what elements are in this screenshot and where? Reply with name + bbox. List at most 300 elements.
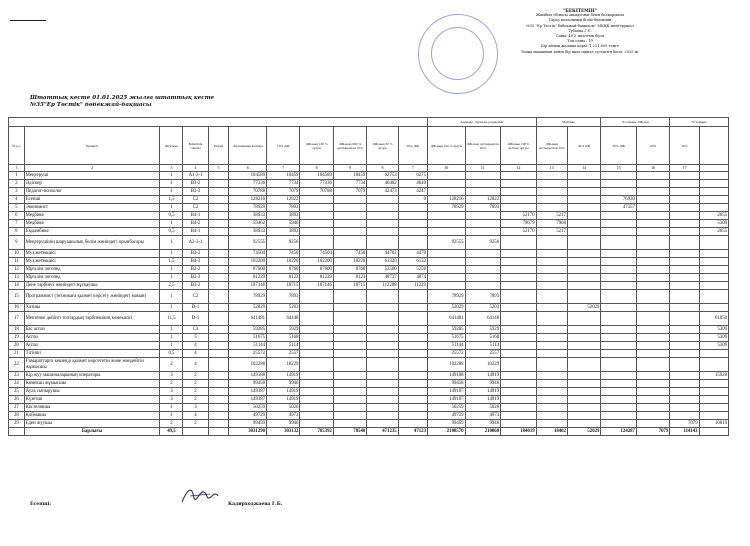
row-cell: 15928 (699, 372, 728, 380)
table-row (9, 342, 729, 350)
row-cell (670, 290, 699, 304)
row-cell (300, 326, 333, 334)
table-row (9, 196, 729, 204)
row-number: 26 (9, 396, 25, 404)
row-cell (601, 274, 637, 282)
row-cell (398, 312, 427, 326)
row-grade (208, 342, 229, 350)
row-cell (333, 342, 366, 350)
table-row (9, 172, 729, 180)
row-cell: 25572 (427, 350, 465, 358)
row-cell (300, 388, 333, 396)
row-cell: 4973 (465, 412, 501, 420)
row-load: 0,5 (160, 212, 183, 220)
row-cell (601, 250, 637, 258)
total-cell: 2108570 (427, 428, 465, 436)
row-category: 4 (183, 350, 208, 358)
row-position-name: Дене тәрбиесі жөніндегі нұсқаушы (24, 282, 160, 290)
row-cell: 7079 (670, 420, 699, 428)
row-category: B3-3 (183, 250, 208, 258)
row-cell: 9946 (267, 380, 300, 388)
row-cell (699, 196, 728, 204)
row-cell (300, 196, 333, 204)
row-cell (670, 304, 699, 312)
row-cell (636, 266, 669, 274)
table-row (9, 236, 729, 250)
row-cell (670, 396, 699, 404)
column-header: 30% ДЖ (601, 127, 637, 165)
row-load: 2 (160, 358, 183, 372)
row-load: 1 (160, 304, 183, 312)
row-cell: 5217 (536, 212, 567, 220)
row-cell (536, 196, 567, 204)
document-heading (30, 95, 214, 109)
row-cell (670, 412, 699, 420)
row-cell (536, 180, 567, 188)
row-cell (367, 380, 398, 388)
row-cell (636, 274, 669, 282)
row-cell (567, 380, 600, 388)
row-cell: 50259 (427, 404, 465, 412)
row-cell (465, 172, 501, 180)
row-load: 0,5 (160, 228, 183, 236)
row-category: B4-2 (183, 220, 208, 228)
column-number: 11 (465, 165, 501, 172)
row-cell (333, 304, 366, 312)
row-cell (465, 180, 501, 188)
row-cell: 47357 (601, 204, 637, 212)
row-cell (567, 250, 600, 258)
row-cell (699, 290, 728, 304)
row-cell: 38933 (229, 212, 267, 220)
row-grade (208, 282, 229, 290)
row-cell: 128216 (427, 196, 465, 204)
row-cell (670, 220, 699, 228)
table-row (9, 326, 729, 334)
staff-table-wrapper (8, 117, 729, 436)
column-header: 30% (670, 127, 699, 165)
row-position-name: Медбике (24, 212, 160, 220)
row-cell (465, 212, 501, 220)
row-position-name: Аспаз (24, 342, 160, 350)
total-label: Барлығы (24, 428, 160, 436)
row-cell (699, 180, 728, 188)
row-cell: 5203 (267, 304, 300, 312)
section-header: Медбике (536, 118, 601, 127)
table-row (9, 266, 729, 274)
row-position-name: Программист (техникаға қызмет көрсету жөніндегі маман) (24, 290, 160, 304)
row-cell: 102200 (300, 258, 333, 266)
row-load: 1 (160, 326, 183, 334)
row-cell (601, 172, 637, 180)
section-header: Үстемақы (670, 118, 729, 127)
row-cell: 4874 (398, 274, 427, 282)
row-cell (300, 372, 333, 380)
row-cell (699, 266, 728, 274)
row-number: 3 (9, 188, 25, 196)
table-row (9, 188, 729, 196)
row-cell: 70788 (300, 188, 333, 196)
row-category: C2 (183, 196, 208, 204)
row-position-name: Әдіскер (24, 180, 160, 188)
row-category: B3-2 (183, 282, 208, 290)
row-cell (300, 204, 333, 212)
row-cell (601, 388, 637, 396)
row-number: 2 (9, 180, 25, 188)
footer-accountant-name: Кадирходжаева Г.Б. (228, 502, 283, 507)
row-cell: 7734 (267, 180, 300, 188)
row-cell (567, 358, 600, 372)
row-cell (670, 358, 699, 372)
row-cell (567, 372, 600, 380)
table-row (9, 350, 729, 358)
row-cell (536, 282, 567, 290)
column-header: 30% ДЖ (567, 127, 600, 165)
row-cell (567, 236, 600, 250)
total-cell: 52029 (567, 428, 600, 436)
column-header: ДЖ-ның арттырылған 10% (465, 127, 501, 165)
row-cell: 9946 (465, 380, 501, 388)
row-cell: 52029 (427, 304, 465, 312)
row-cell (567, 220, 600, 228)
row-cell (536, 412, 567, 420)
row-cell: 104589 (300, 172, 333, 180)
approval-line: Тубаева Г.Є. (568, 28, 592, 33)
column-header (699, 127, 728, 165)
row-cell (636, 334, 669, 342)
row-cell (501, 420, 537, 428)
row-cell: 10229 (465, 358, 501, 372)
table-row (9, 396, 729, 404)
row-cell (636, 304, 669, 312)
row-category: B4-1 (183, 212, 208, 220)
row-cell (536, 358, 567, 372)
table-row (9, 412, 729, 420)
document-subtitle: №35"Ер Төстік" бөбекжай-бақшасы (30, 102, 152, 108)
table-row (9, 380, 729, 388)
row-cell (536, 266, 567, 274)
row-cell (601, 266, 637, 274)
row-category: 2 (183, 372, 208, 380)
row-cell (501, 188, 537, 196)
row-cell: 149188 (229, 372, 267, 380)
row-cell (636, 380, 669, 388)
row-cell: 7893 (267, 204, 300, 212)
row-cell (601, 396, 637, 404)
row-cell (333, 372, 366, 380)
row-cell (300, 412, 333, 420)
row-cell (601, 412, 637, 420)
row-load: 1 (160, 220, 183, 228)
row-load: 1,5 (160, 258, 183, 266)
row-cell (567, 196, 600, 204)
row-cell (567, 282, 600, 290)
total-cell: 114143 (670, 428, 699, 436)
row-category: B3-3 (183, 188, 208, 196)
row-cell (501, 412, 537, 420)
approval-title: "БЕКІТЕМІН" (563, 8, 597, 13)
row-cell (670, 196, 699, 204)
row-cell (670, 212, 699, 220)
row-cell: 61050 (699, 312, 728, 326)
row-cell (427, 180, 465, 188)
row-cell (398, 304, 427, 312)
table-row (9, 228, 729, 236)
row-cell (427, 274, 465, 282)
row-cell: 4640 (398, 180, 427, 188)
row-load: 1 (160, 250, 183, 258)
row-position-name: Еден жуушы (24, 420, 160, 428)
row-position-name: Мұғалім логопед (24, 274, 160, 282)
row-cell (300, 358, 333, 372)
row-category: B3-2 (183, 180, 208, 188)
row-cell: 5946 (267, 220, 300, 228)
row-cell (699, 258, 728, 266)
row-cell (699, 396, 728, 404)
total-cell: 7079 (636, 428, 669, 436)
row-cell: 8760 (267, 266, 300, 274)
row-cell (670, 172, 699, 180)
row-cell (636, 212, 669, 220)
row-cell: 81229 (229, 274, 267, 282)
row-number: 5 (9, 204, 25, 212)
row-position-name: Хатшы (24, 304, 160, 312)
row-cell (501, 358, 537, 372)
total-load: 49,5 (160, 428, 183, 436)
row-position-name: Көмекші жұмысшы (24, 380, 160, 388)
row-cell: 7893 (465, 204, 501, 212)
row-cell (567, 290, 600, 304)
row-cell (333, 420, 366, 428)
column-number (699, 165, 728, 172)
row-position-name: Аула сыпырушы (24, 388, 160, 396)
row-load: 1 (160, 188, 183, 196)
row-cell (367, 304, 398, 312)
row-load: 1 (160, 412, 183, 420)
row-cell (333, 290, 366, 304)
row-grade (208, 388, 229, 396)
footer-accountant-label: Есепші: (30, 502, 51, 507)
row-load: 1 (160, 342, 183, 350)
row-cell (427, 258, 465, 266)
column-header: Қызметі (24, 127, 160, 165)
row-cell (536, 372, 567, 380)
row-cell: 187146 (229, 282, 267, 290)
column-number: 16 (636, 165, 669, 172)
row-cell (601, 220, 637, 228)
row-grade (208, 312, 229, 326)
row-cell: 52170 (501, 212, 537, 220)
row-number: 22 (9, 358, 25, 372)
row-cell: 49729 (229, 412, 267, 420)
row-cell (636, 326, 669, 334)
row-position-name: Емдәмбике (24, 228, 160, 236)
row-cell: 5309 (699, 326, 728, 334)
row-cell (601, 312, 637, 326)
row-cell (427, 220, 465, 228)
row-number: 18 (9, 326, 25, 334)
row-cell: 42473 (367, 188, 398, 196)
table-row (9, 420, 729, 428)
column-number: 7 (267, 165, 300, 172)
row-cell: 64148 (267, 312, 300, 326)
row-cell: 52029 (229, 304, 267, 312)
row-cell (367, 236, 398, 250)
row-cell: 18715 (267, 282, 300, 290)
row-cell: 7079 (267, 188, 300, 196)
row-cell: 9946 (465, 420, 501, 428)
row-cell (567, 420, 600, 428)
table-row (9, 388, 729, 396)
column-number: 1 (9, 165, 25, 172)
row-cell: 149188 (427, 372, 465, 380)
row-cell: 14919 (465, 372, 501, 380)
row-load: 3 (160, 388, 183, 396)
row-number: 14 (9, 282, 25, 290)
row-cell (670, 312, 699, 326)
row-cell: 7734 (333, 180, 366, 188)
row-cell: 4470 (398, 250, 427, 258)
row-position-name: Бас аспаз (24, 326, 160, 334)
row-cell (636, 312, 669, 326)
row-load: 1 (160, 204, 183, 212)
row-cell (567, 388, 600, 396)
row-grade (208, 350, 229, 358)
row-cell (567, 258, 600, 266)
row-grade (208, 236, 229, 250)
row-cell: 187146 (300, 282, 333, 290)
row-category: C2 (183, 204, 208, 212)
row-cell: 48737 (367, 274, 398, 282)
row-position-name: Педагог-психолог (24, 188, 160, 196)
row-cell (398, 220, 427, 228)
row-cell: 8123 (267, 274, 300, 282)
row-grade (208, 412, 229, 420)
row-cell (501, 258, 537, 266)
row-cell: 3893 (267, 228, 300, 236)
column-header: 10% ДЖ (267, 127, 300, 165)
row-cell: 51675 (427, 334, 465, 342)
row-load: 1 (160, 172, 183, 180)
row-cell: 2655 (699, 228, 728, 236)
row-cell (699, 304, 728, 312)
row-cell (567, 326, 600, 334)
row-load: 3 (160, 372, 183, 380)
row-number: 23 (9, 372, 25, 380)
row-cell (567, 312, 600, 326)
total-row (9, 428, 729, 436)
row-position-name: Муз.жетекшісі (24, 258, 160, 266)
row-cell (636, 282, 669, 290)
row-cell (398, 212, 427, 220)
row-cell: 74504 (229, 250, 267, 258)
row-cell (367, 290, 398, 304)
row-number: 28 (9, 412, 25, 420)
row-cell (601, 334, 637, 342)
approval-stat: Топ саны : 10 (567, 39, 593, 44)
row-cell (501, 342, 537, 350)
row-cell: 9946 (267, 420, 300, 428)
row-cell: 14919 (267, 396, 300, 404)
row-cell: 102200 (229, 258, 267, 266)
row-cell (333, 326, 366, 334)
row-category: A2-3-1 (183, 236, 208, 250)
row-category: B2-3 (183, 274, 208, 282)
row-category: 4 (183, 412, 208, 420)
row-cell (636, 372, 669, 380)
row-cell: 50259 (229, 404, 267, 412)
table-row (9, 274, 729, 282)
row-cell (699, 350, 728, 358)
row-cell (333, 350, 366, 358)
total-cell: 78540 (333, 428, 366, 436)
document-title: Штаттық кесте 01.01.2025 жылға штаттық кесте (30, 95, 215, 101)
row-cell: 78929 (427, 290, 465, 304)
row-cell: 81229 (300, 274, 333, 282)
row-grade (208, 274, 229, 282)
row-cell: 5026 (267, 404, 300, 412)
row-cell (601, 282, 637, 290)
row-cell (398, 380, 427, 388)
row-position-name: Есепші (24, 196, 160, 204)
row-cell (367, 326, 398, 334)
row-cell: 2557 (267, 350, 300, 358)
row-cell (536, 420, 567, 428)
row-cell (501, 236, 537, 250)
row-cell (670, 326, 699, 334)
total-cell: 184019 (501, 428, 537, 436)
row-cell: 76930 (601, 196, 637, 204)
row-grade (208, 396, 229, 404)
row-cell (567, 204, 600, 212)
row-position-name: Қоймашы (24, 412, 160, 420)
row-cell (670, 228, 699, 236)
row-cell: 9256 (267, 236, 300, 250)
row-cell (427, 228, 465, 236)
column-header: ДЖ-ның 100 % артуы (427, 127, 465, 165)
row-grade (208, 372, 229, 380)
row-cell: 62753 (367, 172, 398, 180)
column-number: 8 (367, 165, 398, 172)
row-cell (636, 228, 669, 236)
row-cell (465, 220, 501, 228)
row-cell (536, 334, 567, 342)
row-cell (333, 404, 366, 412)
row-load: 1 (160, 334, 183, 342)
row-cell: 3893 (267, 212, 300, 220)
row-cell: 18715 (333, 282, 366, 290)
row-cell (501, 290, 537, 304)
row-cell (398, 358, 427, 372)
row-number: 11 (9, 258, 25, 266)
row-cell (501, 350, 537, 358)
row-cell: 0 (398, 196, 427, 204)
row-cell (398, 236, 427, 250)
row-cell (427, 266, 465, 274)
row-cell (670, 236, 699, 250)
row-cell (427, 250, 465, 258)
row-cell (567, 188, 600, 196)
row-cell (501, 172, 537, 180)
row-cell (601, 380, 637, 388)
row-cell (501, 372, 537, 380)
section-header: Үстемақы ЛЖ-дан (601, 118, 670, 127)
row-load: 2,5 (160, 282, 183, 290)
row-cell (536, 404, 567, 412)
row-cell (699, 188, 728, 196)
row-grade (208, 188, 229, 196)
row-cell: 59285 (427, 326, 465, 334)
